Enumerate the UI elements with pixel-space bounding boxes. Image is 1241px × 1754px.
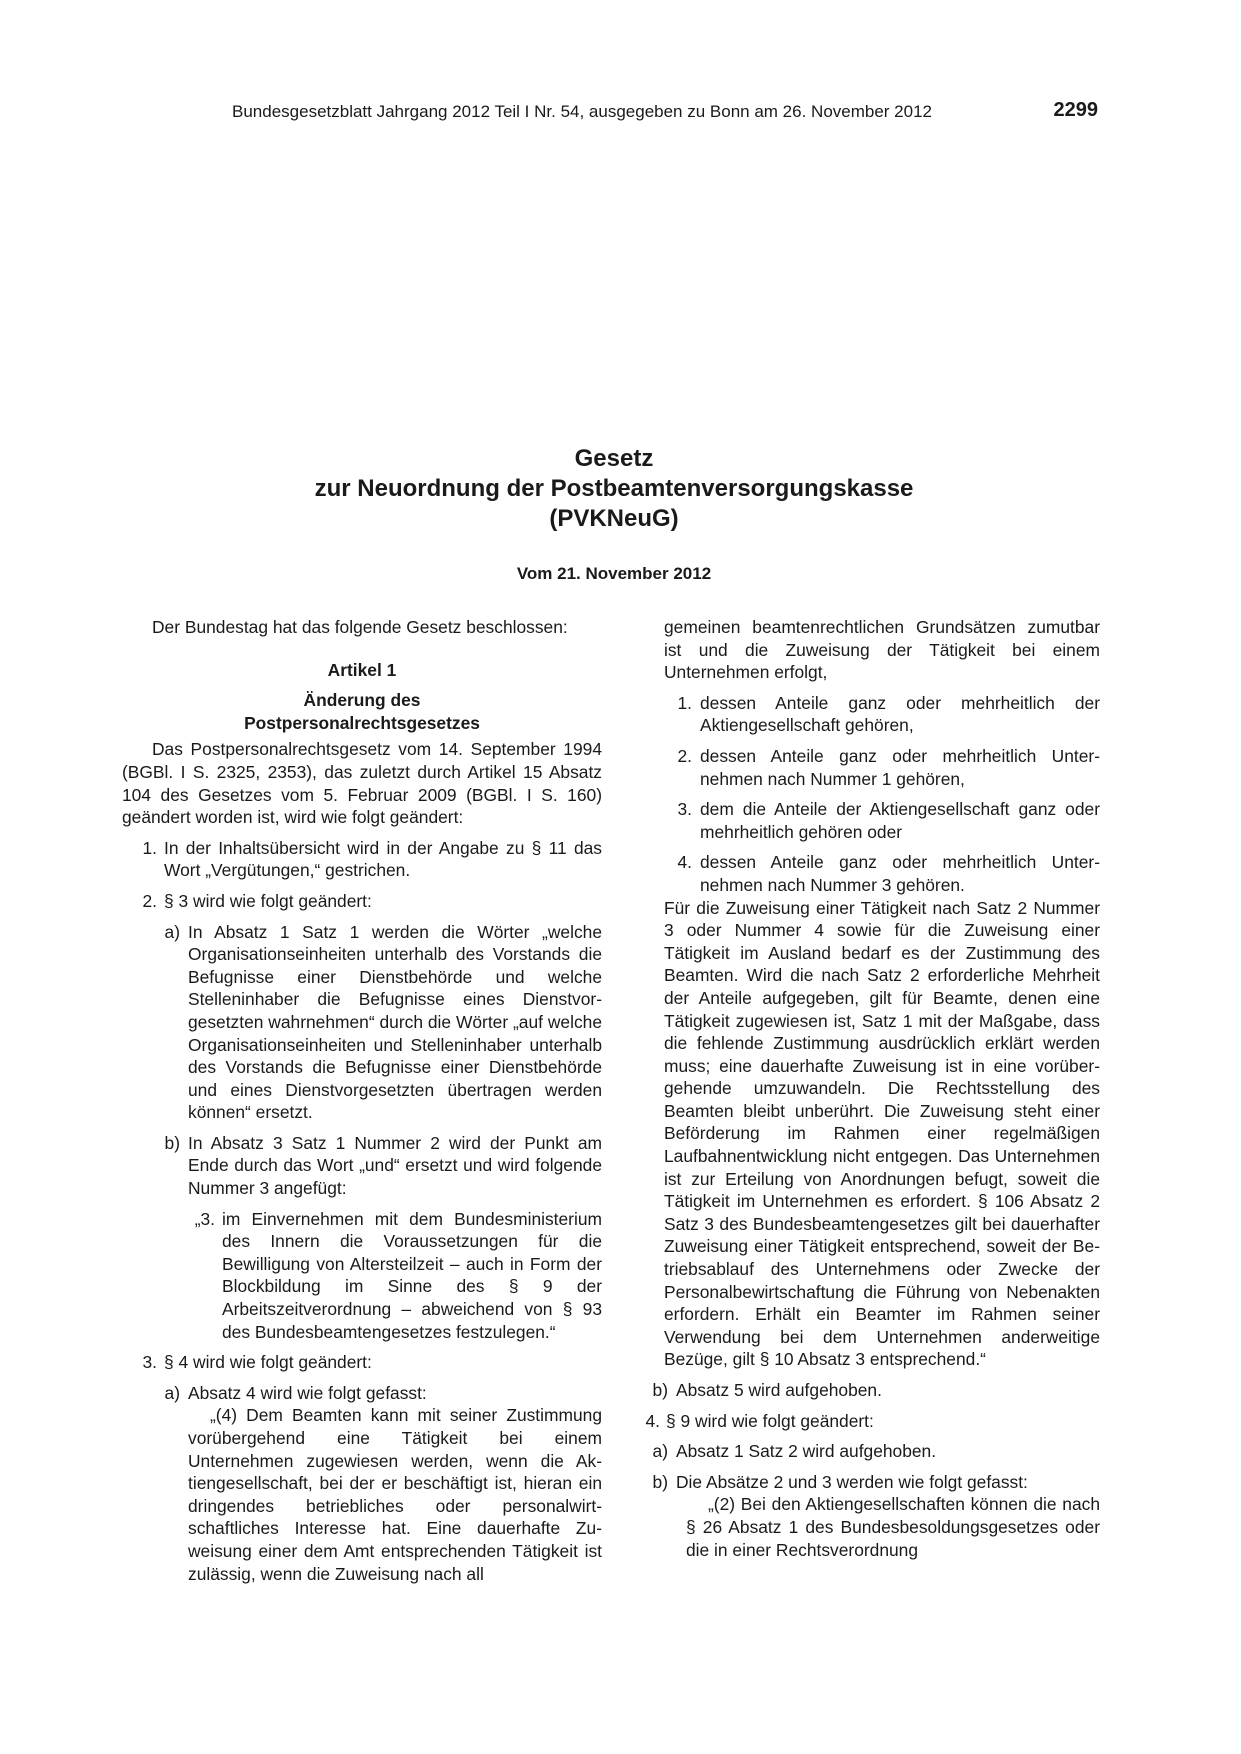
list-item-1 [122,837,602,882]
item-label: „3. [194,1208,215,1229]
item-label: 1. [142,837,157,858]
item-text: im Einvernehmen mit dem Bundesministerium des Innern die Voraussetzungen für die Bewilligung von Altersteilzeit – auch in Form der Blockbildung im Sinne des § 9 der Arbeitszeitverordnung – abweichend von § 93 des Bundesbeamtengesetzes festzulegen.“ [222,1208,602,1342]
page-number: 2299 [1053,99,1098,121]
running-title: Bundesgesetzblatt Jahrgang 2012 Teil I Nr. 54, ausgegeben zu Bonn am 26. November 2012 [232,102,932,121]
law-date: Vom 21. November 2012 [516,564,712,583]
item-label: 3. [142,1352,157,1373]
list-item-2 [122,890,602,913]
title-line-1: Gesetz [574,445,654,472]
item-label: 3. [677,799,692,820]
number-item-4 [640,851,1100,896]
list-item-4a [640,1440,1100,1463]
item-text: § 4 wird wie folgt geändert: [164,1352,372,1373]
item-label: 2. [677,745,692,766]
law-title-block [130,444,1098,584]
list-item-2b-3 [122,1208,602,1344]
item-text: In Absatz 3 Satz 1 Nummer 2 wird der Punkt am Ende durch das Wort „und“ ersetzt und wird folgende Nummer 3 angefügt: [188,1132,602,1199]
list-item-3b [640,1379,1100,1402]
page-header [232,99,1098,132]
item-text: Die Absätze 2 und 3 werden wie folgt gefasst: [676,1471,1028,1492]
quoted-paragraph-4: „(4) Dem Beamten kann mit seiner Zustimmung vorübergehend eine Tätigkeit bei einem Unternehmen zugewiesen werden, wenn die Aktiengesellschaft, bei der er beschäftigt ist, hieran ein dringendes betriebliches oder personalwirtschaftliches Interesse hat. Eine dauerhafte Zuweisung einer dem Amt entsprechenden Tätigkeit ist zulässig, wenn die Zuweisung nach all [188,1405,602,1584]
item-text: § 9 wird wie folgt geändert: [666,1410,874,1431]
item-label: a) [164,1382,180,1403]
article-number: Artikel 1 [327,659,397,680]
item-label: 4. [677,852,692,873]
number-item-1 [640,692,1100,737]
item-label: b) [652,1380,668,1400]
item-label: a) [164,921,180,942]
article-title-line-1: Änderung des [303,690,421,711]
item-text: Absatz 5 wird aufgehoben. [676,1380,882,1400]
list-item-3a [122,1382,602,1405]
number-item-3 [640,798,1100,843]
item-text: dessen Anteile ganz oder mehrheitlich Unternehmen nach Nummer 1 gehören, [700,745,1100,789]
right-column [640,616,1100,1561]
item-text: dessen Anteile ganz oder mehrheitlich der Aktiengesellschaft gehören, [700,692,1100,736]
item-label: a) [652,1441,668,1462]
title-line-3: (PVKNeuG) [549,505,679,532]
number-item-2 [640,745,1100,790]
left-column [122,616,602,1585]
continued-paragraph: Für die Zuweisung einer Tätigkeit nach Satz 2 Nummer 3 oder Nummer 4 sowie für die Zuweisung einer Tätigkeit im Ausland bedarf es der Zustimmung des Beamten. Wird die nach Satz 2 erforderliche Mehrheit der Anteile aufgegeben, gilt für Beamte, denen eine Tätigkeit zugewiesen ist, Satz 1 mit der Maßgabe, dass die fehlende Zustimmung ausdrücklich erklärt werden muss; eine dauerhafte Zuweisung ist in eine vorübergehende umzuwandeln. Die Rechtsstellung des Beamten bleibt unberührt. Die Zuweisung steht einer Beförderung im Rahmen einer regelmäßigen Laufbahnentwicklung nicht entgegen. Das Unternehmen ist zur Erteilung von Anordnungen befugt, soweit die Tätigkeit im Unternehmen es erfordert. § 106 Absatz 2 Satz 3 des Bundesbeamtengesetzes gilt bei dauerhafter Zuweisung einer Tätigkeit entsprechend, soweit der Betriebsablauf des Unternehmens oder Zwecke der Personalbewirtschaftung die Führung von Nebenakten erfordern. Erhält ein Beamter im Rahmen seiner Verwendung bei dem Unternehmen anderweitige Bezüge, gilt § 10 Absatz 3 entsprechend.“ [664,897,1100,1370]
item-label: 2. [142,890,157,911]
item-label: b) [164,1132,180,1153]
item-text: Absatz 4 wird wie folgt gefasst: [188,1382,427,1403]
article-title-line-2: Postpersonalrechtsgesetzes [244,712,480,733]
quoted-paragraph-2: „(2) Bei den Aktiengesellschaften können die nach § 26 Absatz 1 des Bundesbesoldungsgesetzes oder die in einer Rechtsverordnung [686,1494,1100,1560]
list-item-2b [122,1132,602,1200]
item-text: In Absatz 1 Satz 1 werden die Wörter „welche Organisationseinheiten unterhalb des Vorstands die Befugnisse einer Dienstbehörde und welche Stelleninhaber die Befugnisse eines Dienstvorgesetzten wahrnehmen“ durch die Wörter „auf welche Organisationseinheiten und Stelleninhaber unterhalb des Vorstands die Befugnisse einer Dienstbehörde und eines Dienstvorgesetzten übertragen werden können“ ersetzt. [188,921,602,1123]
continued-text: gemeinen beamtenrechtlichen Grundsätzen zumutbar ist und die Zuweisung der Tätigkeit bei einem Unternehmen erfolgt, [664,617,1100,683]
enacting-clause: Der Bundestag hat das folgende Gesetz beschlossen: [152,617,568,637]
item-text: Absatz 1 Satz 2 wird aufgehoben. [676,1441,937,1462]
article-preamble: Das Postpersonalrechtsgesetz vom 14. September 1994 (BGBl. I S. 2325, 2353), das zuletzt durch Artikel 15 Absatz 104 des Gesetzes vom 5. Februar 2009 (BGBl. I S. 160) geändert worden ist, wird wie folgt geändert: [122,739,602,828]
item-text: dessen Anteile ganz oder mehrheitlich Unternehmen nach Nummer 3 gehören. [700,852,1100,895]
title-line-2: zur Neuordnung der Postbeamtenversorgungskasse [314,475,914,502]
list-item-2a [122,921,602,1124]
item-text: § 3 wird wie folgt geändert: [164,890,372,911]
item-label: 1. [677,692,692,713]
list-item-3 [122,1351,602,1374]
list-item-4 [640,1410,1100,1433]
item-label: 4. [645,1410,660,1431]
list-item-4b [640,1471,1100,1494]
item-label: b) [652,1471,668,1492]
item-text: In der Inhaltsübersicht wird in der Angabe zu § 11 das Wort „Vergütungen,“ gestrichen. [164,837,602,881]
item-text: dem die Anteile der Aktiengesellschaft ganz oder mehrheitlich gehören oder [700,799,1100,842]
